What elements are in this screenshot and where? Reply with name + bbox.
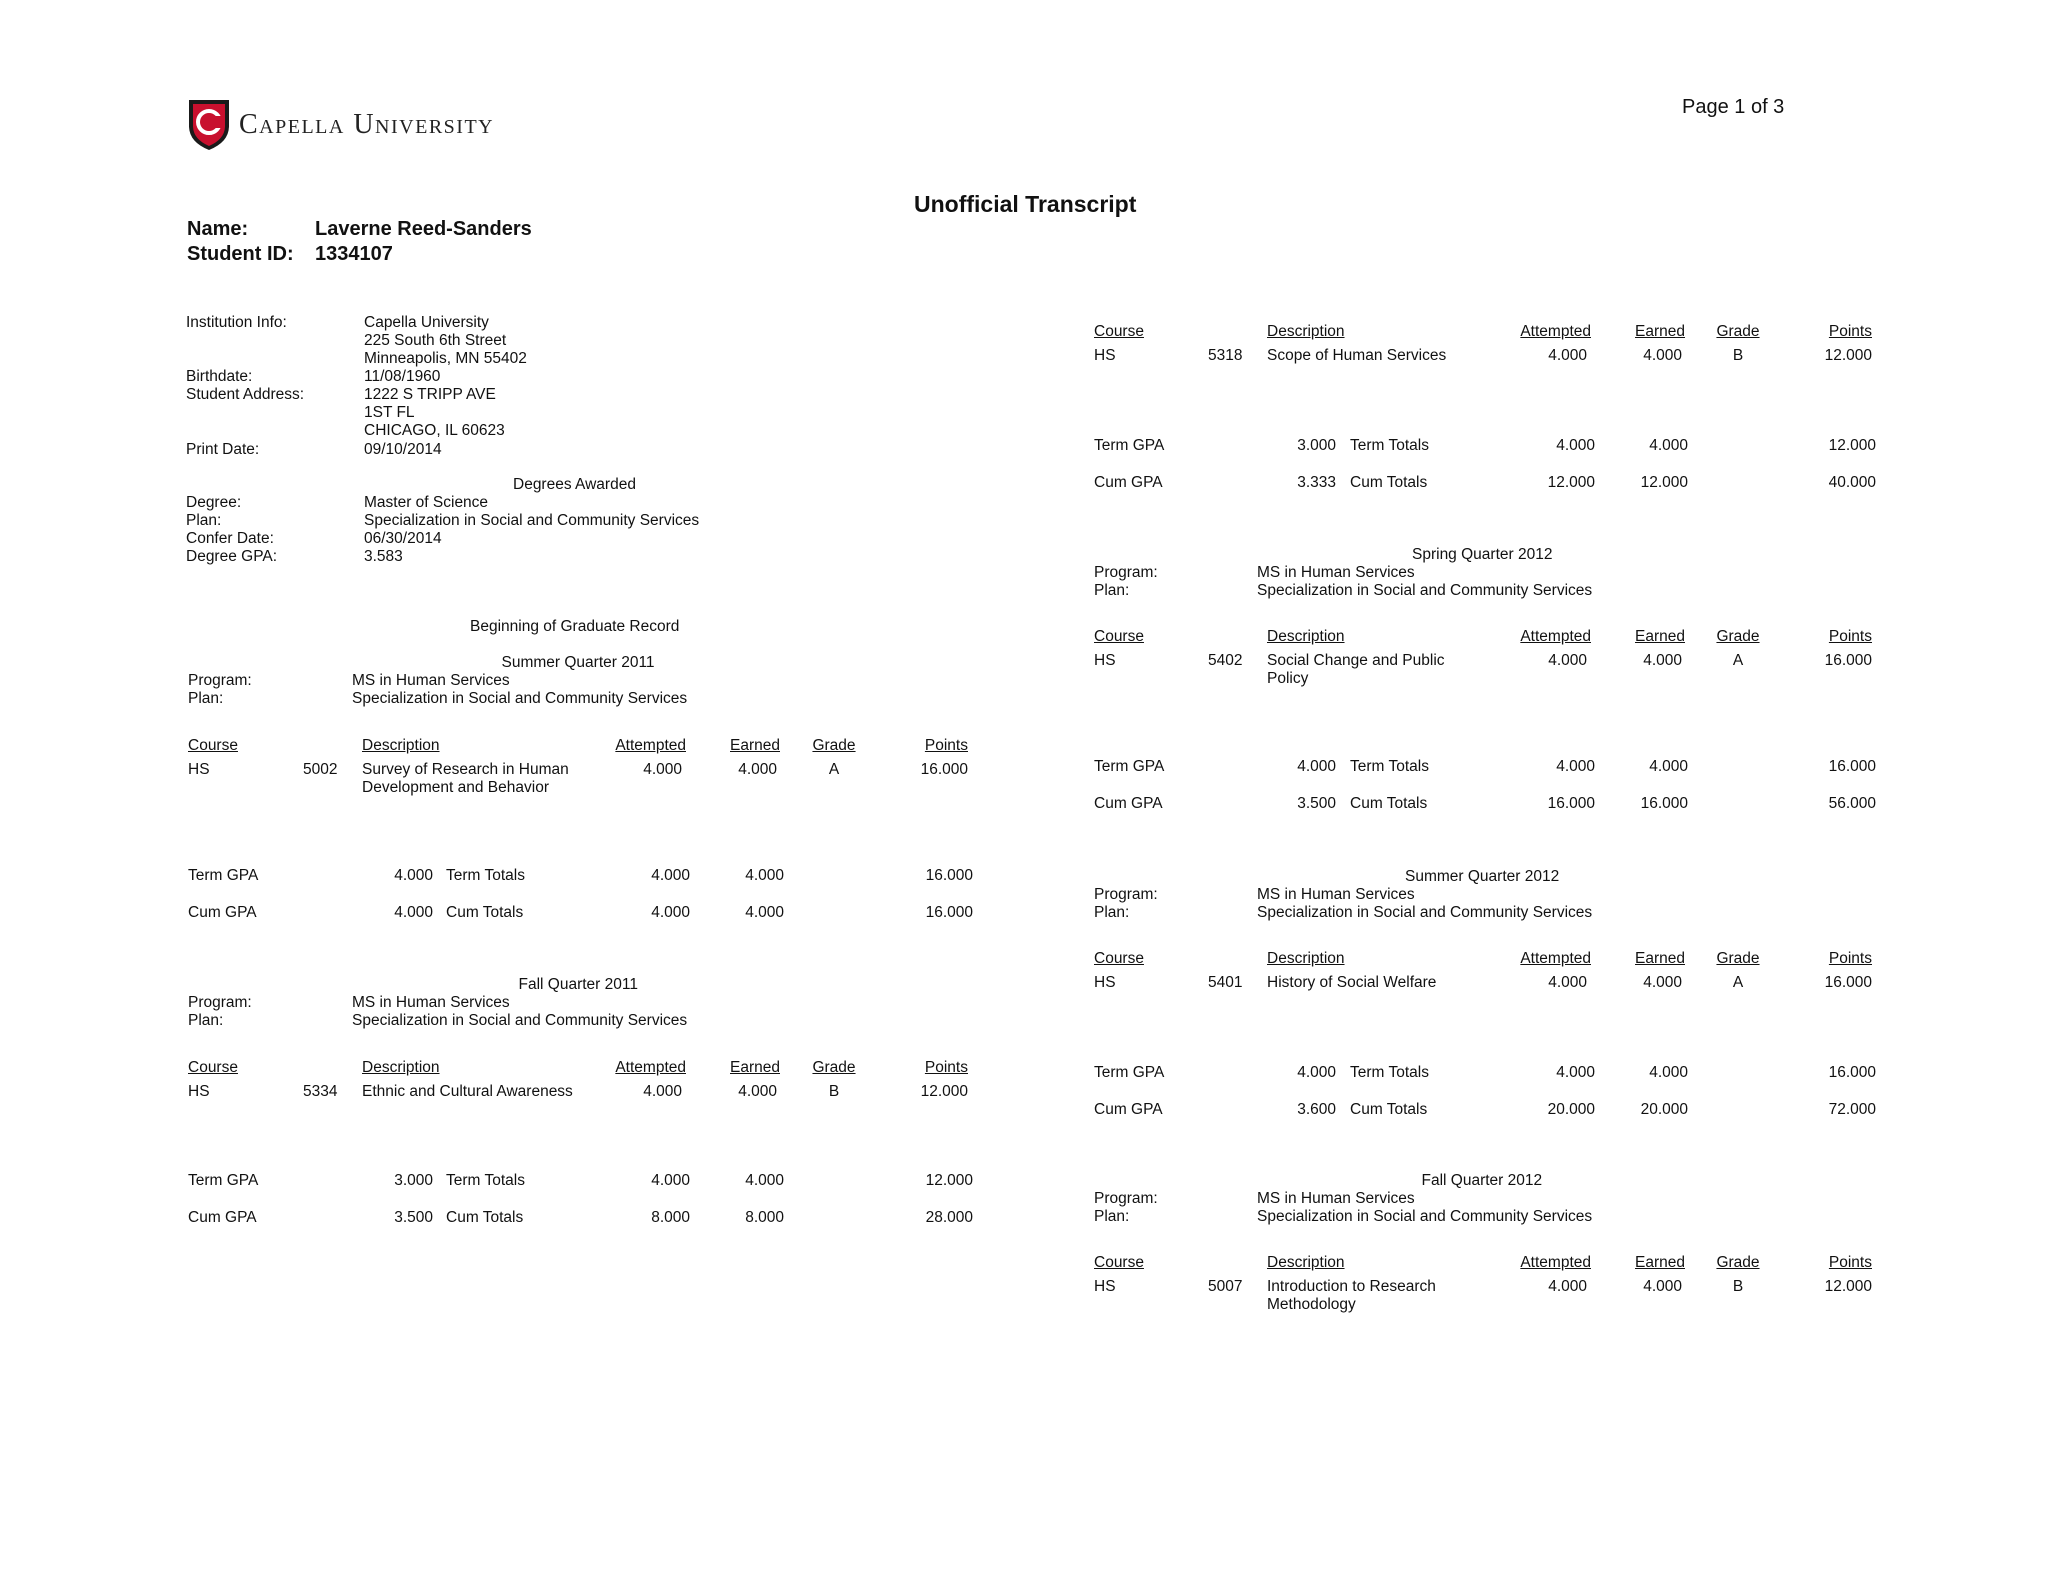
description-col-header: Description: [362, 737, 440, 754]
term-earned: 4.000: [745, 867, 784, 884]
cum-gpa: 4.000: [394, 904, 433, 921]
grade-col-header: Grade: [1716, 1254, 1760, 1271]
course-attempted: 4.000: [1548, 652, 1587, 669]
degree-gpa: 3.583: [364, 548, 403, 565]
cum-gpa-label: Cum GPA: [1094, 1101, 1163, 1118]
plan-value: Specialization in Social and Community Services: [1257, 582, 1593, 599]
course-col-header: Course: [1094, 950, 1144, 967]
course-earned: 4.000: [1643, 1278, 1682, 1295]
course-subject: HS: [1094, 974, 1116, 991]
confer-date-label: Confer Date:: [186, 530, 274, 547]
grade-col-header: Grade: [812, 737, 856, 754]
points-col-header: Points: [924, 737, 968, 754]
course-col-header: Course: [188, 737, 238, 754]
course-description-cont: Methodology: [1267, 1296, 1356, 1313]
course-attempted: 4.000: [1548, 1278, 1587, 1295]
course-number: 5334: [303, 1083, 338, 1100]
earned-col-header: Earned: [1635, 323, 1685, 340]
course-col-header: Course: [1094, 628, 1144, 645]
course-subject: HS: [188, 1083, 210, 1100]
course-points: 16.000: [1824, 652, 1872, 669]
name-label: Name:: [187, 218, 249, 240]
course-grade: B: [1732, 347, 1744, 364]
cum-totals-label: Cum Totals: [1350, 1101, 1428, 1118]
course-points: 12.000: [1824, 347, 1872, 364]
plan-label: Plan:: [188, 1012, 224, 1029]
program-label: Program:: [188, 672, 252, 689]
university-logo: [187, 96, 517, 156]
cum-gpa-label: Cum GPA: [188, 904, 257, 921]
term-heading: Summer Quarter 2012: [1405, 868, 1560, 885]
plan-label: Plan:: [1094, 1208, 1130, 1225]
degree-gpa-label: Degree GPA:: [186, 548, 278, 565]
degree-plan-label: Plan:: [186, 512, 222, 529]
program-value: MS in Human Services: [1257, 1190, 1415, 1207]
program-label: Program:: [1094, 886, 1158, 903]
term-totals-label: Term Totals: [1350, 437, 1429, 454]
course-points: 16.000: [1824, 974, 1872, 991]
attempted-col-header: Attempted: [1520, 323, 1591, 340]
print-date: 09/10/2014: [364, 441, 442, 458]
degree-value: Master of Science: [364, 494, 489, 511]
term-earned: 4.000: [1649, 1064, 1688, 1081]
term-gpa-label: Term GPA: [188, 1172, 259, 1189]
term-attempted: 4.000: [1556, 758, 1595, 775]
term-heading: Fall Quarter 2011: [518, 976, 638, 993]
term-gpa-label: Term GPA: [188, 867, 259, 884]
student-id: 1334107: [315, 243, 393, 265]
term-gpa-label: Term GPA: [1094, 1064, 1165, 1081]
points-col-header: Points: [1828, 950, 1872, 967]
cum-attempted: 8.000: [651, 1209, 690, 1226]
cum-gpa-label: Cum GPA: [1094, 474, 1163, 491]
course-subject: HS: [1094, 652, 1116, 669]
description-col-header: Description: [1267, 950, 1345, 967]
university-name: Capella University: [239, 109, 495, 140]
term-heading: Fall Quarter 2012: [1421, 1172, 1543, 1189]
degree-plan: Specialization in Social and Community Services: [364, 512, 700, 529]
term-gpa: 4.000: [394, 867, 433, 884]
cum-attempted: 12.000: [1547, 474, 1595, 491]
course-col-header: Course: [1094, 323, 1144, 340]
term-points: 12.000: [925, 1172, 973, 1189]
term-gpa: 4.000: [1297, 758, 1336, 775]
course-col-header: Course: [188, 1059, 238, 1076]
course-earned: 4.000: [738, 1083, 777, 1100]
plan-value: Specialization in Social and Community Services: [1257, 1208, 1593, 1225]
program-value: MS in Human Services: [1257, 564, 1415, 581]
institution-line: Minneapolis, MN 55402: [364, 350, 527, 367]
cum-earned: 20.000: [1640, 1101, 1688, 1118]
grade-col-header: Grade: [1716, 950, 1760, 967]
shield-icon: [187, 96, 231, 152]
term-points: 16.000: [1828, 1064, 1876, 1081]
cum-totals-label: Cum Totals: [1350, 795, 1428, 812]
cum-points: 28.000: [925, 1209, 973, 1226]
course-number: 5002: [303, 761, 338, 778]
attempted-col-header: Attempted: [1520, 950, 1591, 967]
course-number: 5402: [1208, 652, 1243, 669]
term-attempted: 4.000: [651, 867, 690, 884]
course-points: 16.000: [920, 761, 968, 778]
attempted-col-header: Attempted: [615, 737, 686, 754]
description-col-header: Description: [362, 1059, 440, 1076]
student-id-label: Student ID:: [187, 243, 294, 265]
cum-earned: 8.000: [745, 1209, 784, 1226]
points-col-header: Points: [924, 1059, 968, 1076]
points-col-header: Points: [1828, 628, 1872, 645]
term-totals-label: Term Totals: [446, 1172, 525, 1189]
cum-attempted: 4.000: [651, 904, 690, 921]
points-col-header: Points: [1828, 323, 1872, 340]
cum-points: 40.000: [1828, 474, 1876, 491]
term-totals-label: Term Totals: [1350, 758, 1429, 775]
description-col-header: Description: [1267, 628, 1345, 645]
course-number: 5401: [1208, 974, 1243, 991]
birthdate-label: Birthdate:: [186, 368, 253, 385]
term-gpa: 3.000: [394, 1172, 433, 1189]
course-attempted: 4.000: [643, 1083, 682, 1100]
cum-totals-label: Cum Totals: [446, 1209, 524, 1226]
cum-earned: 16.000: [1640, 795, 1688, 812]
cum-attempted: 16.000: [1547, 795, 1595, 812]
record-heading: Beginning of Graduate Record: [470, 618, 680, 635]
page-title: Unofficial Transcript: [914, 191, 1137, 217]
course-description: Scope of Human Services: [1267, 347, 1447, 364]
course-grade: B: [828, 1083, 840, 1100]
course-description-cont: Policy: [1267, 670, 1309, 687]
cum-gpa-label: Cum GPA: [188, 1209, 257, 1226]
term-earned: 4.000: [1649, 437, 1688, 454]
course-earned: 4.000: [1643, 347, 1682, 364]
term-points: 16.000: [1828, 758, 1876, 775]
plan-value: Specialization in Social and Community Services: [352, 1012, 688, 1029]
cum-points: 16.000: [925, 904, 973, 921]
course-subject: HS: [188, 761, 210, 778]
course-subject: HS: [1094, 347, 1116, 364]
term-gpa-label: Term GPA: [1094, 758, 1165, 775]
cum-attempted: 20.000: [1547, 1101, 1595, 1118]
grade-col-header: Grade: [812, 1059, 856, 1076]
plan-value: Specialization in Social and Community Services: [1257, 904, 1593, 921]
course-earned: 4.000: [1643, 974, 1682, 991]
term-gpa: 4.000: [1297, 1064, 1336, 1081]
term-points: 12.000: [1828, 437, 1876, 454]
course-grade: B: [1732, 1278, 1744, 1295]
course-attempted: 4.000: [643, 761, 682, 778]
program-label: Program:: [1094, 564, 1158, 581]
course-description: Ethnic and Cultural Awareness: [362, 1083, 573, 1100]
description-col-header: Description: [1267, 1254, 1345, 1271]
course-number: 5318: [1208, 347, 1243, 364]
print-date-label: Print Date:: [186, 441, 260, 458]
cum-gpa-label: Cum GPA: [1094, 795, 1163, 812]
student-name: Laverne Reed-Sanders: [315, 218, 532, 240]
degrees-heading: Degrees Awarded: [513, 476, 636, 493]
attempted-col-header: Attempted: [1520, 1254, 1591, 1271]
attempted-col-header: Attempted: [1520, 628, 1591, 645]
cum-earned: 4.000: [745, 904, 784, 921]
cum-gpa: 3.500: [1297, 795, 1336, 812]
grade-col-header: Grade: [1716, 628, 1760, 645]
course-earned: 4.000: [738, 761, 777, 778]
term-attempted: 4.000: [651, 1172, 690, 1189]
address-label: Student Address:: [186, 386, 305, 403]
points-col-header: Points: [1828, 1254, 1872, 1271]
course-grade: A: [1732, 974, 1744, 991]
plan-label: Plan:: [188, 690, 224, 707]
term-attempted: 4.000: [1556, 1064, 1595, 1081]
cum-gpa: 3.333: [1297, 474, 1336, 491]
cum-totals-label: Cum Totals: [446, 904, 524, 921]
course-description: Social Change and Public: [1267, 652, 1445, 669]
course-number: 5007: [1208, 1278, 1243, 1295]
course-attempted: 4.000: [1548, 974, 1587, 991]
program-label: Program:: [188, 994, 252, 1011]
cum-gpa: 3.500: [394, 1209, 433, 1226]
confer-date: 06/30/2014: [364, 530, 442, 547]
term-totals-label: Term Totals: [1350, 1064, 1429, 1081]
institution-line: Capella University: [364, 314, 489, 331]
course-grade: A: [1732, 652, 1744, 669]
course-col-header: Course: [1094, 1254, 1144, 1271]
course-grade: A: [828, 761, 840, 778]
degree-label: Degree:: [186, 494, 242, 511]
cum-points: 56.000: [1828, 795, 1876, 812]
plan-label: Plan:: [1094, 904, 1130, 921]
program-value: MS in Human Services: [1257, 886, 1415, 903]
program-label: Program:: [1094, 1190, 1158, 1207]
cum-gpa: 3.600: [1297, 1101, 1336, 1118]
course-attempted: 4.000: [1548, 347, 1587, 364]
course-description: Introduction to Research: [1267, 1278, 1436, 1295]
earned-col-header: Earned: [1635, 950, 1685, 967]
course-points: 12.000: [920, 1083, 968, 1100]
term-gpa-label: Term GPA: [1094, 437, 1165, 454]
earned-col-header: Earned: [1635, 628, 1685, 645]
page-number: Page 1 of 3: [1682, 96, 1785, 118]
birthdate: 11/08/1960: [364, 368, 441, 385]
institution-label: Institution Info:: [186, 314, 287, 331]
plan-label: Plan:: [1094, 582, 1130, 599]
cum-points: 72.000: [1828, 1101, 1876, 1118]
cum-earned: 12.000: [1640, 474, 1688, 491]
description-col-header: Description: [1267, 323, 1345, 340]
cum-totals-label: Cum Totals: [1350, 474, 1428, 491]
term-heading: Spring Quarter 2012: [1412, 546, 1553, 563]
address-line: CHICAGO, IL 60623: [364, 422, 505, 439]
term-earned: 4.000: [1649, 758, 1688, 775]
course-subject: HS: [1094, 1278, 1116, 1295]
course-description-cont: Development and Behavior: [362, 779, 549, 796]
grade-col-header: Grade: [1716, 323, 1760, 340]
term-totals-label: Term Totals: [446, 867, 525, 884]
course-earned: 4.000: [1643, 652, 1682, 669]
term-points: 16.000: [925, 867, 973, 884]
institution-line: 225 South 6th Street: [364, 332, 507, 349]
term-heading: Summer Quarter 2011: [501, 654, 655, 671]
address-line: 1222 S TRIPP AVE: [364, 386, 496, 403]
earned-col-header: Earned: [1635, 1254, 1685, 1271]
address-line: 1ST FL: [364, 404, 415, 421]
program-value: MS in Human Services: [352, 672, 510, 689]
program-value: MS in Human Services: [352, 994, 510, 1011]
attempted-col-header: Attempted: [615, 1059, 686, 1076]
earned-col-header: Earned: [730, 1059, 780, 1076]
term-gpa: 3.000: [1297, 437, 1336, 454]
course-description: Survey of Research in Human: [362, 761, 569, 778]
course-points: 12.000: [1824, 1278, 1872, 1295]
course-description: History of Social Welfare: [1267, 974, 1437, 991]
term-attempted: 4.000: [1556, 437, 1595, 454]
earned-col-header: Earned: [730, 737, 780, 754]
plan-value: Specialization in Social and Community Services: [352, 690, 688, 707]
term-earned: 4.000: [745, 1172, 784, 1189]
